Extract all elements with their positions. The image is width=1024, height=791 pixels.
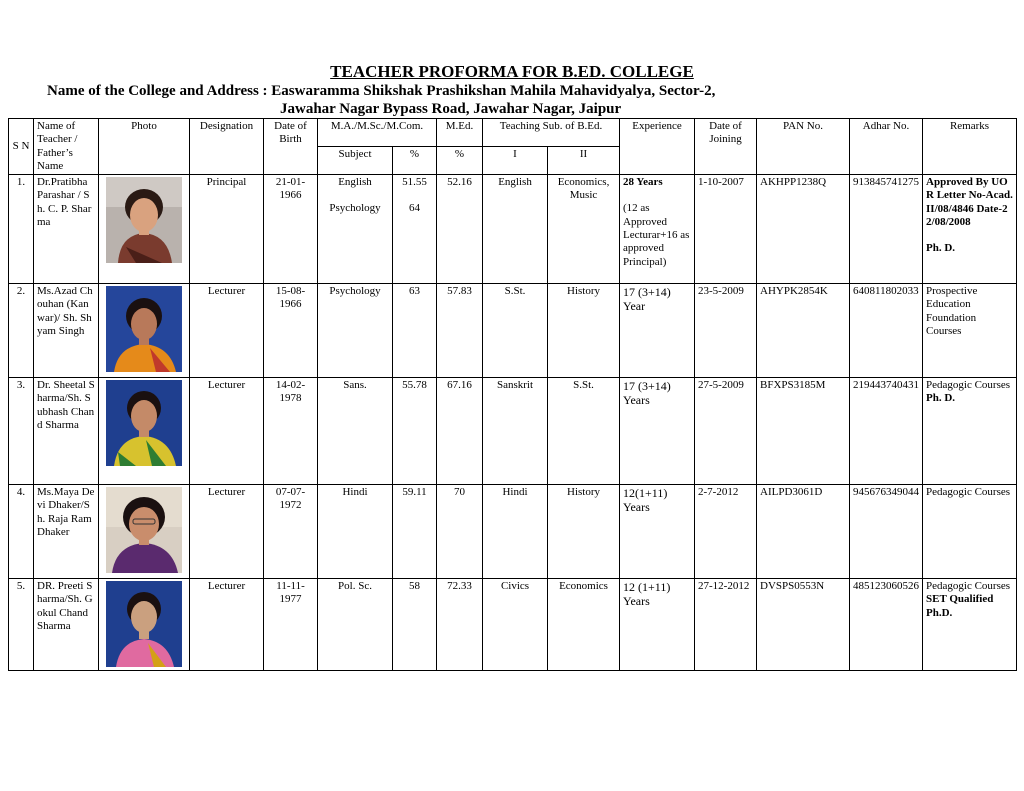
row-adhar: 640811802033 — [850, 284, 923, 378]
row-teaching-1: Hindi — [483, 485, 548, 579]
table-header — [9, 119, 1017, 175]
row-sn: 5. — [9, 579, 34, 671]
row-dob: 11-11-1977 — [264, 579, 318, 671]
row-med-percent: 70 — [437, 485, 483, 579]
row-doj: 1-10-2007 — [695, 175, 757, 284]
header-med: M.Ed. — [437, 119, 483, 147]
row-ma-percent: 59.11 — [393, 485, 437, 579]
row-pan: AKHPP1238Q — [757, 175, 850, 284]
row-ma-percent — [393, 175, 437, 284]
photo-cell — [99, 284, 190, 378]
row-ma-subject — [318, 175, 393, 284]
header-teaching-subjects: Teaching Sub. of B.Ed. — [483, 119, 620, 147]
remarks-approval: Approved By UOR Letter No-Acad.II/08/4846 Date-22/08/2008 — [926, 176, 1013, 229]
header-sn: S N — [9, 119, 34, 175]
remarks-degree: Ph. D. — [926, 242, 956, 255]
row-dob: 15-08-1966 — [264, 284, 318, 378]
row-designation: Lecturer — [190, 579, 264, 671]
row-dob: 14-02-1978 — [264, 378, 318, 485]
row-teaching-2: Economics, Music — [548, 175, 620, 284]
row-teaching-1: S.St. — [483, 284, 548, 378]
row-remarks — [923, 579, 1017, 671]
header-dob: Date of Birth — [264, 119, 318, 175]
table-row — [9, 579, 1017, 671]
row-pan: DVSPS0553N — [757, 579, 850, 671]
teacher-table — [8, 118, 1017, 671]
experience-detail: (12 as Approved Lecturar+16 as approved Principal) — [623, 202, 690, 268]
row-sn: 1. — [9, 175, 34, 284]
row-remarks — [923, 175, 1017, 284]
header-remarks: Remarks — [923, 119, 1017, 175]
photo-cell — [99, 485, 190, 579]
row-remarks — [923, 378, 1017, 485]
ma-subject-1: English — [338, 176, 372, 189]
teacher-photo — [106, 380, 182, 466]
row-pan: BFXPS3185M — [757, 378, 850, 485]
header-photo: Photo — [99, 119, 190, 175]
row-dob: 07-07-1972 — [264, 485, 318, 579]
header-designation: Designation — [190, 119, 264, 175]
ma-percent-1: 51.55 — [402, 176, 427, 189]
row-remarks: Prospective Education Foundation Courses — [923, 284, 1017, 378]
photo-cell — [99, 579, 190, 671]
college-address-line-1: Name of the College and Address : Easwaramma Shikshak Prashikshan Mahila Mahavidyalya, Sector-2, — [47, 83, 716, 99]
remarks-qualification: SET Qualified Ph.D. — [926, 593, 994, 619]
row-experience: 12 (1+11) Years — [620, 579, 695, 671]
row-adhar: 485123060526 — [850, 579, 923, 671]
photo-cell — [99, 175, 190, 284]
row-name: Dr.Pratibha Parashar / Sh. C. P. Sharma — [34, 175, 99, 284]
row-sn: 2. — [9, 284, 34, 378]
teacher-photo — [106, 487, 182, 573]
header-med-percent: % — [437, 147, 483, 175]
photo-cell — [99, 378, 190, 485]
row-designation: Principal — [190, 175, 264, 284]
row-designation: Lecturer — [190, 284, 264, 378]
ma-percent-2: 64 — [409, 202, 420, 215]
teacher-photo — [106, 581, 182, 667]
header-ma-subject: Subject — [318, 147, 393, 175]
experience-total: 28 Years — [623, 176, 663, 189]
teacher-photo — [106, 177, 182, 263]
row-designation: Lecturer — [190, 378, 264, 485]
row-teaching-2: History — [548, 284, 620, 378]
row-name: Ms.Azad Chouhan (Kanwar)/ Sh. Shyam Singh — [34, 284, 99, 378]
header-experience: Experience — [620, 119, 695, 175]
row-teaching-1: Sanskrit — [483, 378, 548, 485]
row-ma-percent: 63 — [393, 284, 437, 378]
row-doj: 27-5-2009 — [695, 378, 757, 485]
row-ma-subject: Pol. Sc. — [318, 579, 393, 671]
row-remarks: Pedagogic Courses — [923, 485, 1017, 579]
row-name: Ms.Maya Devi Dhaker/Sh. Raja Ram Dhaker — [34, 485, 99, 579]
row-name: Dr. Sheetal Sharma/Sh. Subhash Chand Sharma — [34, 378, 99, 485]
row-teaching-2: S.St. — [548, 378, 620, 485]
row-doj: 23-5-2009 — [695, 284, 757, 378]
row-teaching-2: History — [548, 485, 620, 579]
row-ma-percent: 58 — [393, 579, 437, 671]
row-sn: 3. — [9, 378, 34, 485]
ma-subject-2: Psychology — [329, 202, 381, 215]
header-pan: PAN No. — [757, 119, 850, 175]
row-pan: AHYPK2854K — [757, 284, 850, 378]
table-row — [9, 485, 1017, 579]
row-teaching-1: Civics — [483, 579, 548, 671]
row-ma-subject: Hindi — [318, 485, 393, 579]
teacher-photo — [106, 286, 182, 372]
row-teaching-1: English — [483, 175, 548, 284]
row-ma-percent: 55.78 — [393, 378, 437, 485]
document-title: TEACHER PROFORMA FOR B.ED. COLLEGE — [330, 62, 694, 81]
row-ma-subject: Psychology — [318, 284, 393, 378]
header-ma-percent: % — [393, 147, 437, 175]
row-experience: 17 (3+14) Year — [620, 284, 695, 378]
row-pan: AILPD3061D — [757, 485, 850, 579]
row-adhar: 945676349044 — [850, 485, 923, 579]
remarks-courses: Pedagogic Courses — [926, 580, 1011, 593]
row-med-percent: 67.16 — [437, 378, 483, 485]
row-med-percent: 52.16 — [437, 175, 483, 284]
row-adhar: 913845741275 — [850, 175, 923, 284]
row-dob: 21-01-1966 — [264, 175, 318, 284]
row-sn: 4. — [9, 485, 34, 579]
header-teaching-1: I — [483, 147, 548, 175]
table-row — [9, 175, 1017, 284]
header-ma: M.A./M.Sc./M.Com. — [318, 119, 437, 147]
row-experience — [620, 175, 695, 284]
remarks-degree: Ph. D. — [926, 392, 956, 405]
row-ma-subject: Sans. — [318, 378, 393, 485]
table-row — [9, 284, 1017, 378]
row-doj: 2-7-2012 — [695, 485, 757, 579]
college-address-line-2: Jawahar Nagar Bypass Road, Jawahar Nagar, Jaipur — [280, 101, 622, 117]
table-row — [9, 378, 1017, 485]
remarks-courses: Pedagogic Courses — [926, 379, 1011, 392]
header-doj: Date of Joining — [695, 119, 757, 175]
header-name: Name of Teacher / Father’s Name — [34, 119, 99, 175]
row-experience: 17 (3+14) Years — [620, 378, 695, 485]
row-med-percent: 72.33 — [437, 579, 483, 671]
header-adhar: Adhar No. — [850, 119, 923, 175]
row-designation: Lecturer — [190, 485, 264, 579]
row-adhar: 219443740431 — [850, 378, 923, 485]
header-teaching-2: II — [548, 147, 620, 175]
row-med-percent: 57.83 — [437, 284, 483, 378]
row-teaching-2: Economics — [548, 579, 620, 671]
row-name: DR. Preeti Sharma/Sh. Gokul Chand Sharma — [34, 579, 99, 671]
row-doj: 27-12-2012 — [695, 579, 757, 671]
row-experience: 12(1+11) Years — [620, 485, 695, 579]
